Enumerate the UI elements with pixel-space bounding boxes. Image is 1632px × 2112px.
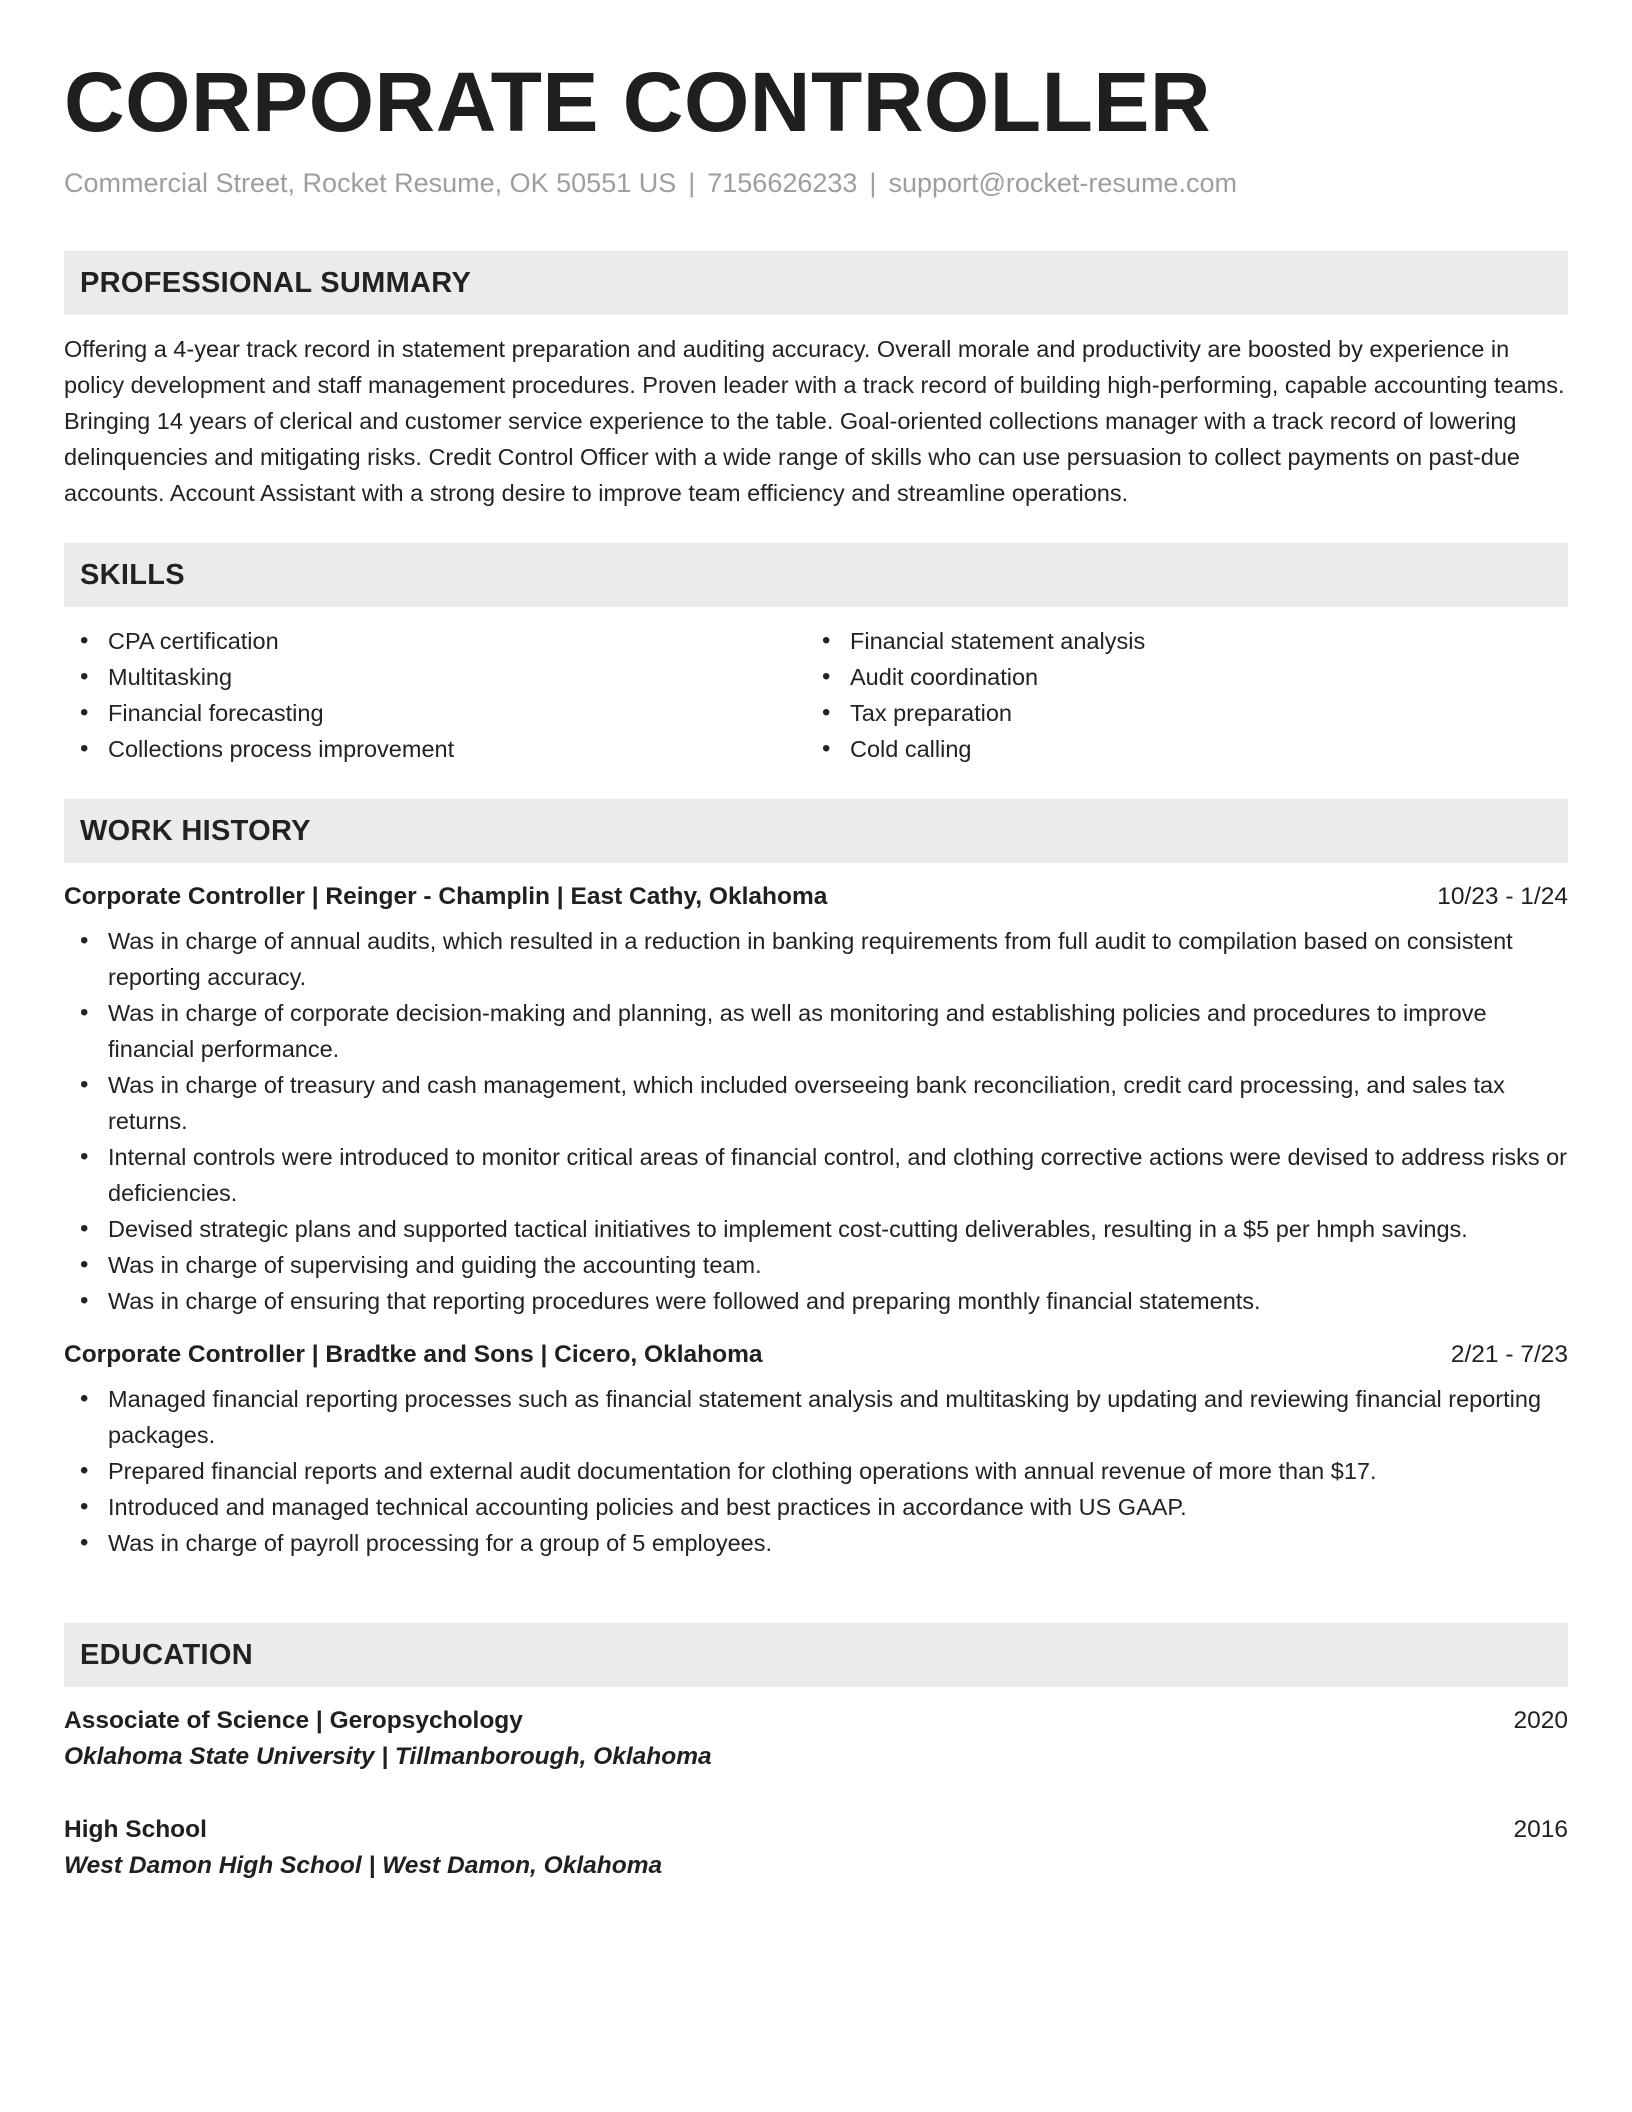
job-entry xyxy=(64,1337,1568,1561)
skill-item: • Audit coordination xyxy=(850,659,1548,695)
skill-item: • Collections process improvement xyxy=(108,731,806,767)
skills-list-right xyxy=(806,623,1548,767)
summary-text: Offering a 4-year track record in statement preparation and auditing accuracy. Overall morale and productivity are boosted by experience in policy development and staff management procedures. Proven leader with a track record of building high-performing, capable accounting teams. Bringing 14 years of clerical and customer service experience to the table. Goal-oriented collections manager with a track record of lowering delinquencies and mitigating risks. Credit Control Officer with a wide range of skills who can use persuasion to collect payments on past-due accounts. Account Assistant with a strong desire to improve team efficiency and streamline operations. xyxy=(64,336,1565,506)
education-entry xyxy=(64,1812,1568,1884)
education-school: Oklahoma State University | Tillmanborough, Oklahoma xyxy=(64,1743,712,1770)
job-bullet: • Devised strategic plans and supported tactical initiatives to implement cost-cutting deliverables, resulting in a $5 per hmph savings. xyxy=(108,1211,1568,1247)
job-bullet: • Internal controls were introduced to monitor critical areas of financial control, and clothing corrective actions were devised to address risks or deficiencies. xyxy=(108,1139,1568,1211)
job-bullet: • Was in charge of payroll processing for a group of 5 employees. xyxy=(108,1525,1568,1561)
job-bullet: • Was in charge of annual audits, which resulted in a reduction in banking requirements from full audit to compilation based on consistent reporting accuracy. xyxy=(108,923,1568,995)
job-entry xyxy=(64,879,1568,1319)
skill-item: • CPA certification xyxy=(108,623,806,659)
job-bullet: • Was in charge of ensuring that reporting procedures were followed and preparing monthly financial statements. xyxy=(108,1283,1568,1319)
job-heading: Corporate Controller | Reinger - Champlin | East Cathy, Oklahoma xyxy=(64,883,828,910)
work-history-section xyxy=(64,799,1568,1561)
job-header xyxy=(64,879,1568,915)
contact-email: support@rocket-resume.com xyxy=(888,168,1237,198)
job-heading: Corporate Controller | Bradtke and Sons | Cicero, Oklahoma xyxy=(64,1341,763,1368)
education-heading: EDUCATION xyxy=(64,1623,1568,1687)
job-bullet: • Was in charge of supervising and guiding the accounting team. xyxy=(108,1247,1568,1283)
summary-section xyxy=(64,251,1568,511)
education-year: 2016 xyxy=(1513,1816,1568,1843)
job-bullet: • Managed financial reporting processes such as financial statement analysis and multitasking by updating and reviewing financial reporting packages. xyxy=(108,1381,1568,1453)
skills-heading: SKILLS xyxy=(64,543,1568,607)
education-entry xyxy=(64,1703,1568,1775)
education-school: West Damon High School | West Damon, Oklahoma xyxy=(64,1852,663,1879)
skill-item: • Financial statement analysis xyxy=(850,623,1548,659)
skills-columns xyxy=(64,623,1568,767)
job-dates: 2/21 - 7/23 xyxy=(1450,1341,1568,1368)
summary-heading: PROFESSIONAL SUMMARY xyxy=(64,251,1568,315)
contact-address: Commercial Street, Rocket Resume, OK 50551 US xyxy=(64,168,677,198)
education-header xyxy=(64,1703,1568,1739)
skill-item: • Cold calling xyxy=(850,731,1548,767)
job-bullets xyxy=(64,923,1568,1319)
job-bullet: • Was in charge of treasury and cash management, which included overseeing bank reconciliation, credit card processing, and sales tax returns. xyxy=(108,1067,1568,1139)
job-bullet: • Introduced and managed technical accounting policies and best practices in accordance with US GAAP. xyxy=(108,1489,1568,1525)
resume-name: CORPORATE CONTROLLER xyxy=(64,55,1212,149)
job-bullet: • Prepared financial reports and external audit documentation for clothing operations with annual revenue of more than $17. xyxy=(108,1453,1568,1489)
job-header xyxy=(64,1337,1568,1373)
job-bullets xyxy=(64,1381,1568,1561)
education-section xyxy=(64,1623,1568,1884)
skill-item: • Financial forecasting xyxy=(108,695,806,731)
skills-list-left xyxy=(64,623,806,767)
contact-separator: | xyxy=(869,168,877,198)
skill-item: • Multitasking xyxy=(108,659,806,695)
education-degree: High School xyxy=(64,1816,207,1843)
education-header xyxy=(64,1812,1568,1848)
skill-item: • Tax preparation xyxy=(850,695,1548,731)
contact-separator: | xyxy=(688,168,696,198)
education-year: 2020 xyxy=(1513,1707,1568,1734)
contact-phone: 7156626233 xyxy=(707,168,858,198)
contact-line xyxy=(64,165,1237,201)
education-degree: Associate of Science | Geropsychology xyxy=(64,1707,523,1734)
skills-section xyxy=(64,543,1568,767)
work-history-heading: WORK HISTORY xyxy=(64,799,1568,863)
job-dates: 10/23 - 1/24 xyxy=(1437,883,1568,910)
job-bullet: • Was in charge of corporate decision-making and planning, as well as monitoring and establishing policies and procedures to improve financial performance. xyxy=(108,995,1568,1067)
